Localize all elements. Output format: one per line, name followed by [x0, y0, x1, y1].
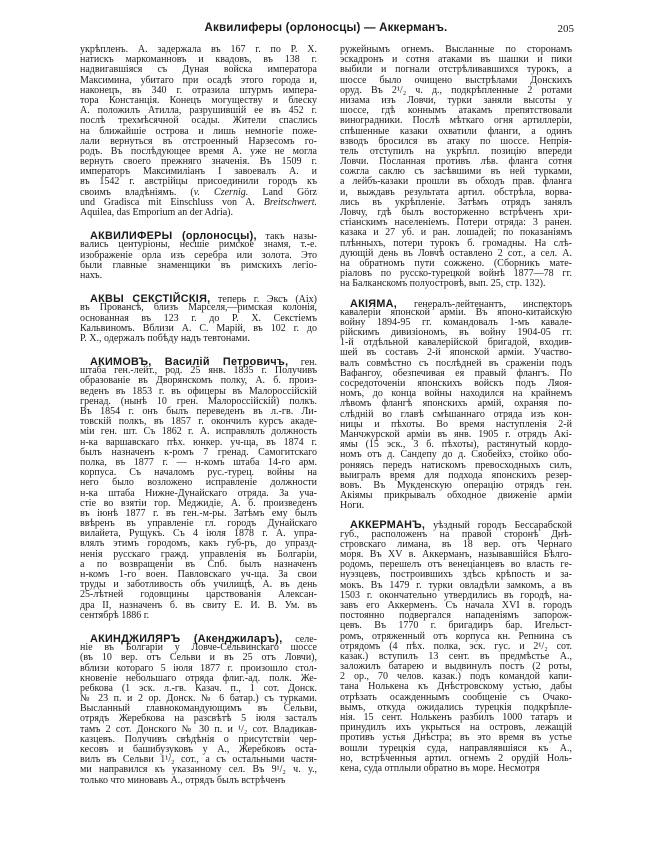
- line-text: лись въ укрѣпленіе. Затѣмъ отрядъ занялъ: [340, 196, 572, 208]
- running-head: [80, 22, 572, 36]
- line-text: казак.) вступилъ 13 сент. въ предмѣстье А.,: [340, 650, 572, 662]
- line-text: казцевъ. Получивъ свѣдѣнія о присутствіи чер-: [80, 733, 317, 745]
- encyclopedia-entry: [80, 293, 317, 344]
- right-column: [340, 45, 572, 774]
- line-text: родъ. Въ послѣдующее время А. уже не могла: [80, 145, 317, 157]
- line-text: эскадронъ и сотня атаками въ шашки и пики: [340, 54, 572, 66]
- line-text: стіанскимъ населеніемъ. Потери отряда: 3 ранен.: [340, 217, 572, 229]
- line-text: оруд. Въ 2¹/₂ ч. д., подкрѣпленные 2 ротами: [340, 84, 572, 96]
- line-text: роняясь передъ натискомъ превосходныхъ силъ,: [340, 459, 572, 471]
- text-line: [340, 501, 572, 511]
- line-text: наконецъ, въ 340 г. отразила штурмъ импера-: [80, 84, 317, 96]
- line-text: на обратномъ пути сожжено. (Сборникъ мате-: [340, 257, 572, 269]
- line-text: вблизи котораго 5 іюля 1877 г. произошло стол-: [80, 662, 317, 674]
- line-text: кесовъ и башибузуковъ у А., Жеребковъ оста-: [80, 744, 317, 755]
- line-text: цевъ. Въ 1770 г. бригадиръ бар. Игельст-: [340, 620, 572, 632]
- line-text: него было возложено исправленіе должности: [80, 477, 317, 489]
- line-text: Кальвиномъ. Вблизи А. С. Марій, въ 102 г. до: [80, 322, 317, 334]
- line-text: рійскимъ дивизіономъ, въ войну 1904-05 гг.: [340, 327, 572, 339]
- line-text: завъ его Аккерменъ. Съ начала XVI в. городъ: [340, 599, 572, 611]
- line-text: міи ген. шт. Съ 1862 г. А. исправлялъ должность: [80, 426, 317, 438]
- line-text: отрѣзать осажденнымъ сообщеніе съ Очако-: [340, 691, 572, 703]
- left-column: [80, 45, 317, 786]
- line-text: ямы (15 эск., 3 б. пѣхоты), растянутый кордо-: [340, 439, 572, 451]
- line-text: въ іюнѣ 1877 г. въ ген.-м-ры. Затѣмъ ему былъ: [80, 507, 317, 519]
- line-text: штаба ген.-лейт., род. 25 янв. 1835 г. Получивъ: [80, 365, 317, 377]
- line-text: ген.: [288, 357, 317, 369]
- line-text: вернуть своего прежняго значенія. Въ 1509 г.: [80, 156, 317, 168]
- line-text: шоссе было очищено выстрѣлами Донскихъ: [340, 74, 572, 86]
- line-text: сожгла саклю съ засѣвшими въ ней турками,: [340, 166, 572, 178]
- line-text: слѣдній во главѣ смѣшаннаго отряда изъ кон-: [340, 408, 572, 420]
- line-text: былъ назначенъ к-ромъ 7 гренад. Самогитскаго: [80, 446, 317, 458]
- line-text: № 23 п. и 2 ор. Донск. № 6 батар.) съ турками.: [80, 693, 317, 705]
- line-text: номъ отъ д. Сандепу до д. Сяобейхэ, стойко обо-: [340, 449, 572, 461]
- line-text: ніе въ Болгаріи у Ловче-Сельвинскаго шоссе: [80, 642, 317, 654]
- line-text: натискъ маркоманновъ и квадовъ, въ 138 г.: [80, 54, 317, 66]
- entry-headword: АКВИЛИФЕРЫ (орлоносцы),: [90, 230, 257, 243]
- entry-headword: АКИНДЖИЛЯРЪ (Акенджиларъ),: [90, 632, 283, 645]
- line-text: 1503 г. окончательно утвердились въ городѣ, на-: [340, 589, 572, 601]
- line-text: лали вернуться въ отстроенный Нарзесомъ го-: [80, 135, 317, 147]
- line-text: стровскаго лимана, въ 18 вер. отъ Чернаго: [340, 538, 572, 550]
- line-text: заложилъ батарею и выдвинулъ постъ (2 роты,: [340, 661, 572, 673]
- line-text: вались центуріоны, несшіе римское знамя, т.-е.: [80, 239, 317, 251]
- text-line: [80, 271, 317, 281]
- line-text: шей въ составъ 2-й японской арміи. Участво-: [340, 347, 572, 359]
- line-text: 2 ор., 70 челов. казак.) подъ командой капи-: [340, 671, 572, 683]
- line-text: казака и 27 уб. и ран. лошадей; по показаніямъ: [340, 227, 572, 239]
- line-text: основанная въ 123 г. до Р. Х. Секстіемъ: [80, 312, 317, 324]
- text-line: [80, 611, 317, 621]
- line-text: а лейбъ-казаки прошли въ обходъ прав. фланга: [340, 176, 572, 188]
- line-text: ми направился къ указанному сел. Въ 9¹/₂ ч. у.,: [80, 764, 317, 776]
- running-title: Аквилиферы (орлоносцы) — Аккерманъ.: [204, 22, 448, 34]
- page-number: 205: [557, 23, 574, 35]
- line-text: укрѣпленъ. А. задержала въ 167 г. по Р. Х.: [80, 44, 317, 55]
- line-text: теперь г. Эксъ (Aix): [210, 294, 317, 306]
- line-text: сосредоточеніи японскихъ войскъ подъ Ляоя-: [340, 378, 572, 389]
- line-text: лѣвомъ флангѣ японскихъ армій, охраняя по-: [340, 398, 572, 410]
- line-text: гренад. (нынѣ 10 грен. Малороссійскій) полкъ.: [80, 395, 317, 407]
- line-text: Aquilea, das Emporium an der Adria).: [80, 207, 234, 218]
- line-text: Ловчу, гдѣ былъ восторженно встрѣченъ хри-: [340, 207, 572, 218]
- line-text: ввѣренъ въ управленіе гл. городъ Дунайскаго: [80, 518, 317, 530]
- entry-headword: АКІЯМА,: [350, 297, 398, 310]
- line-text: моря. Въ XV в. Аккерманъ, называвшійся Бѣлго-: [340, 549, 572, 560]
- line-text: генералъ-лейтенантъ, инспекторъ: [397, 298, 572, 310]
- line-text: надвигавшіяся съ Дуная войска императора: [80, 64, 317, 76]
- line-text: шоссе, гдѣ коннымъ атакамъ препятствовали: [340, 105, 572, 117]
- line-text: н-ка штаба Нижне-Дунайскаго отряда. За уча-: [80, 487, 317, 499]
- line-text: Акіямы прикрывалъ обходное движеніе арміи: [340, 490, 572, 502]
- line-text: полка, въ 1877 г. — н-комъ штаба 14-го арм.: [80, 456, 317, 468]
- line-text: изображеніе орла изъ серебра или золота. Это: [80, 249, 317, 261]
- line-text: кена, суда отплыли обратно въ море. Несмотря: [340, 762, 540, 774]
- text-line: [80, 334, 317, 344]
- line-text: виноградники. Послѣ мѣткаго огня артиллеріи,: [340, 115, 572, 127]
- line-text: тора Констанція. Конецъ могуществу и блеску: [80, 94, 317, 106]
- line-text: взводъ бросился въ атаку по шоссе. Непрія-: [340, 135, 572, 147]
- line-text: н-комъ 1-го воен. Павловскаго уч-ща. За свои: [80, 569, 317, 580]
- line-text: ребкова (1 эск. л.-гв. Казач. п., 1 сот. Донск.: [80, 682, 317, 694]
- line-text: нія. 15 сент. Нолькенъ разбилъ 1000 татаръ и: [340, 712, 572, 723]
- line-text: выигралъ время для подхода японскихъ резер-: [340, 469, 572, 481]
- line-text: спѣшенные казаки охватили фланги, а одинъ: [340, 125, 572, 137]
- encyclopedia-entry: [80, 356, 317, 621]
- line-text: кавалеріи японской арміи. Въ японо-китайскую: [340, 306, 572, 318]
- line-text: Ловчи. Посланная противъ лѣв. фланга сотня: [340, 156, 572, 168]
- line-text: тель отступилъ на укрѣпл. позицію впереди: [340, 145, 572, 157]
- text-line: [80, 208, 317, 218]
- line-text: а по возвращеніи въ Спб. былъ назначенъ: [80, 558, 317, 570]
- line-text: (въ 10 вер. отъ Сельви и въ 25 отъ Ловчи),: [80, 652, 317, 664]
- line-text: н-ка варшавскаго пѣх. юнкер. уч-ща, въ 1874 г.: [80, 436, 317, 448]
- entry-headword: АКВЫ СЕКСТІЙСКІЯ,: [90, 293, 211, 306]
- line-text: влялъ этимъ городомъ, какъ губ-ръ, до упразд-: [80, 538, 317, 550]
- line-text: Максимина, убитаго при осадѣ этого города и,: [80, 74, 317, 86]
- line-text: уѣздный городъ Бессарабской: [425, 520, 572, 532]
- text-segment: своимъ владѣніямъ. (: [80, 186, 194, 198]
- line-text: корпуса. Съ началомъ рус.-турец. войны на: [80, 467, 317, 479]
- line-text: вошли турецкія суда, направлявшіяся къ А.,: [340, 742, 572, 754]
- line-text: послѣ трехмѣсячной осады. Жители спаслись: [80, 115, 317, 127]
- line-text: сентябрѣ 1886 г.: [80, 609, 150, 621]
- line-text: императоръ Максимиліанъ I завоевалъ А. и: [80, 166, 317, 178]
- encyclopedia-entry: [340, 298, 572, 512]
- line-text: стіе во взятіи гор. Меджидіе, А. б. произведенъ: [80, 497, 317, 509]
- line-text: отрядъ Жеребкова на разсвѣтѣ 5 іюля засталъ: [80, 713, 317, 725]
- line-text: Ноги.: [340, 500, 365, 512]
- line-text: вовъ. Въ Мукденскую операцію отрядъ ген.: [340, 479, 572, 491]
- line-text: на ближайшіе острова и лишь немногіе поже-: [80, 125, 317, 137]
- line-text: Въ 1854 г. онъ былъ переведенъ въ л.-гв. Ли-: [80, 406, 317, 417]
- line-text: труды и заботливость объ училищѣ, А. въ день: [80, 579, 317, 591]
- line-text: селе-: [282, 633, 317, 645]
- italic-citation: Breitschwert.: [263, 196, 317, 208]
- encyclopedia-entry: [80, 230, 317, 281]
- line-text: ріаловъ по русско-турецкой войнѣ 1877—78 гг.: [340, 268, 572, 280]
- text-segment: und Gradisca mit Einschluss von A.: [80, 196, 264, 208]
- line-text: мокъ. Въ 1479 г. турки овладѣли замкомъ, а въ: [340, 579, 572, 591]
- line-text: тамъ 2 сот. Донского № 30 п. и ¹/₂ сот. Владикав-: [80, 723, 317, 735]
- line-text: такъ назы-: [256, 231, 317, 243]
- text-segment: Land Görz: [248, 186, 317, 198]
- line-text: товскій полкъ, въ 1857 г. окончилъ курсъ акаде-: [80, 416, 317, 428]
- encyclopedia-entry: [80, 633, 317, 786]
- line-text: губ., расположенъ на правой сторонѣ Днѣ-: [340, 528, 572, 540]
- line-text: въ Провансѣ, близъ Марселя,—римская колонія,: [80, 302, 317, 314]
- entry-headword: АККЕРМАНЪ,: [350, 519, 426, 532]
- line-text: дра II, назначенъ б. въ свиту Е. И. В. Ум. въ: [80, 599, 317, 611]
- entry-headword: АКИМОВЪ, Василій Петровичъ,: [90, 356, 289, 369]
- line-text: вилъ въ Сельви 1¹/₂ сот., а съ остальными частя-: [80, 754, 317, 766]
- text-line: [340, 279, 572, 289]
- line-text: но, встрѣченныя артил. огнемъ 2 орудій Ноль-: [340, 752, 572, 764]
- line-text: были главные знаменщики въ римскихъ легіо-: [80, 259, 317, 271]
- line-text: нахъ.: [80, 269, 103, 281]
- line-text: ницы и пѣхоты. Во время наступленія 2-й: [340, 418, 572, 430]
- line-text: родомъ, перешелъ отъ венеціанцевъ во власть ге-: [340, 559, 572, 571]
- line-text: Манчжурской арміи въ янв. 1905 г. отрядъ Акі-: [340, 428, 572, 440]
- line-text: 1-й отдѣльной кавалерійской бригадой, входив-: [340, 337, 572, 349]
- line-text: 25-лѣтней годовщины царствованія Алексан-: [80, 589, 317, 601]
- line-text: отрядомъ (4 пѣх. полка, эск. гус. и 2¹/₂ сот.: [340, 640, 572, 652]
- line-text: дующій день въ Ловчѣ оставлено 2 сот., а сел. А.: [340, 247, 572, 259]
- line-text: въ 1542 г. австрійцы присоединили городъ къ: [80, 176, 317, 188]
- text-line: [80, 261, 317, 271]
- line-text: номъ, до конца войны находился на крайнемъ: [340, 388, 572, 400]
- line-text: ромъ, отряженный отъ корпуса кн. Репнина съ: [340, 630, 572, 642]
- line-text: образованіе въ Дворянскомъ полку, А. б. произ-: [80, 375, 317, 387]
- line-text: валъ совмѣстно съ послѣдней въ сраженіи подъ: [340, 357, 572, 369]
- line-text: войну 1894-95 гг. командовалъ 1-мъ кавале-: [340, 316, 572, 328]
- line-text: плѣнныхъ, потери турокъ б. громадны. На слѣ-: [340, 237, 572, 249]
- line-text: ружейнымъ огнемъ. Высланные по сторонамъ: [340, 44, 572, 55]
- line-text: тана Нолькена къ Днѣстровскому устью, дабы: [340, 681, 572, 693]
- line-text: постоянно подвергался нападеніямъ запорож-: [340, 610, 572, 622]
- continued-paragraph: [340, 45, 572, 290]
- continued-paragraph: [80, 45, 317, 218]
- line-text: кновеніе небольшаго отряда флиг.-ад. полк. Же-: [80, 672, 317, 684]
- line-text: на Балканскомъ полуостровѣ, вып. 25, стр. 132).: [340, 278, 546, 290]
- encyclopedia-entry: [340, 519, 572, 774]
- line-text: принудилъ ихъ укрыться на островъ, лежащій: [340, 722, 572, 734]
- line-text: веденъ въ 1853 г. въ офицеры въ Малороссійскій: [80, 385, 317, 397]
- line-text: вымъ, откуда ожидались турецкія подкрѣпле-: [340, 701, 572, 713]
- text-line: [340, 491, 572, 501]
- text-line: [340, 764, 572, 774]
- line-text: только что миновавъ А., отрядъ былъ встрѣченъ: [80, 774, 286, 786]
- line-text: А. положилъ Атилла, разрушившій ее въ 452 г.: [80, 105, 317, 117]
- line-text: выбили и погнали отстрѣливавшихся турокъ, а: [340, 64, 572, 76]
- text-line: [80, 776, 317, 786]
- line-text: нуэзцевъ, построившихъ здѣсь крѣпость и за-: [340, 569, 572, 581]
- line-text: ненія русскаго гражд. управленія въ Болгаріи,: [80, 548, 317, 560]
- line-text: противъ устья Днѣстра; въ это время въ устье: [340, 732, 572, 744]
- line-text: Р. Х., одержалъ побѣду надъ тевтонами.: [80, 332, 250, 344]
- line-text: и, выждавъ результата артил. обстрѣла, ворва-: [340, 186, 572, 198]
- line-text: Высланный главнокомандующимъ въ Сельви,: [80, 703, 317, 715]
- line-text: низама изъ Ловчи, турки заняли высоты у: [340, 94, 572, 106]
- line-text: вилайета, Рущукъ. Съ 4 іюля 1878 г. А. упра-: [80, 528, 317, 540]
- italic-citation: v. Czernig.: [193, 186, 249, 198]
- line-text: Вафангоу, обезпечивая ея правый флангъ. По: [340, 367, 572, 379]
